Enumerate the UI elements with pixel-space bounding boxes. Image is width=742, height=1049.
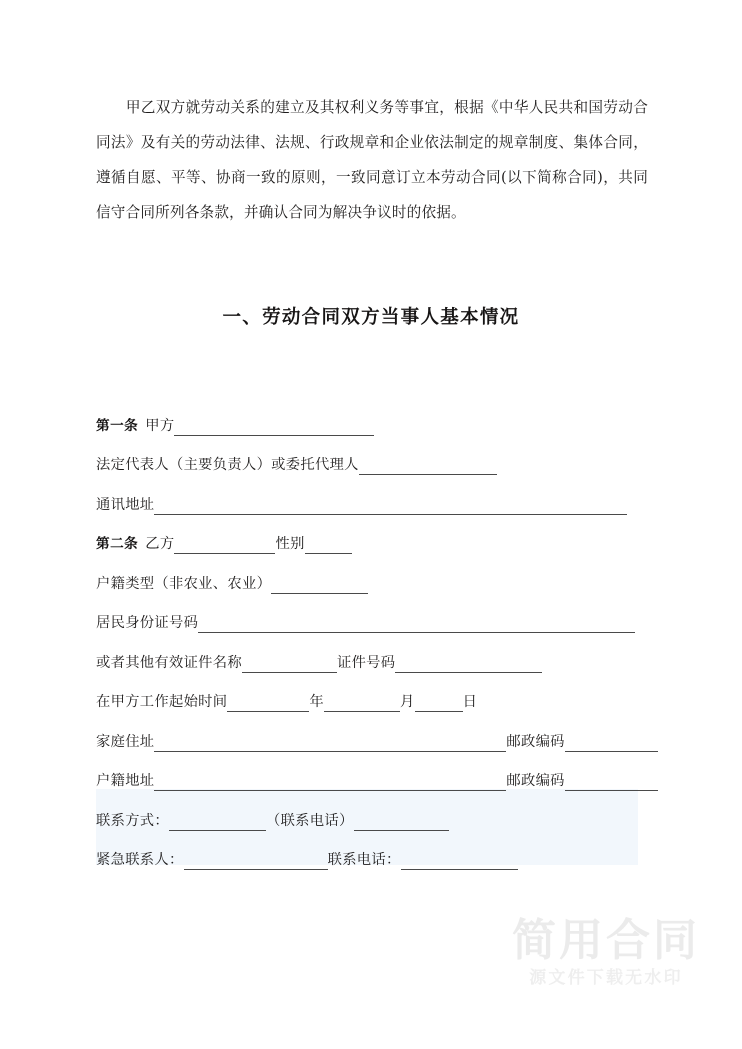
- fill-in-blank[interactable]: [395, 657, 542, 673]
- form-row-party-b: [96, 515, 656, 555]
- fill-in-blank[interactable]: [184, 854, 328, 870]
- fill-in-blank[interactable]: [169, 815, 266, 831]
- intro-paragraph-text: 甲乙双方就劳动关系的建立及其权利义务等事宜，根据《中华人民共和国劳动合同法》及有关的劳动法律、法规、行政规章和企业依法制定的规章制度、集体合同，遵循自愿、平等、协商一致的原则，一致同意订立本劳动合同(以下简称合同)，共同信守合同所列各条款，并确认合同为解决争议时的依据。: [96, 99, 648, 221]
- field-label: 联系电话：: [327, 852, 401, 868]
- fill-in-blank[interactable]: [154, 775, 506, 791]
- form-row-id-card-number: [96, 594, 656, 634]
- field-label: 紧急联系人：: [96, 852, 184, 868]
- field-label: 年: [309, 694, 324, 710]
- fill-in-blank[interactable]: [154, 499, 627, 515]
- field-label: 家庭住址: [96, 733, 155, 750]
- form-row-home-address: [96, 712, 656, 752]
- fill-in-blank[interactable]: [565, 775, 658, 791]
- fill-in-blank[interactable]: [227, 696, 309, 712]
- fill-in-blank[interactable]: [271, 578, 368, 594]
- field-label: 月: [399, 694, 415, 710]
- fill-in-blank[interactable]: [174, 538, 275, 554]
- form-row-other-certificate: [96, 633, 656, 673]
- field-label: 通讯地址: [96, 496, 155, 513]
- field-label: 邮政编码: [506, 773, 565, 789]
- watermark-main-text: 简用合同: [512, 914, 700, 966]
- fill-in-blank[interactable]: [359, 459, 497, 475]
- clause-label: 第二条: [96, 536, 139, 552]
- form-row-legal-representative: [96, 436, 656, 476]
- field-label: 或者其他有效证件名称: [96, 654, 242, 671]
- fill-in-blank[interactable]: [242, 657, 337, 673]
- form-row-household-address: [96, 752, 656, 792]
- form-row-party-a: [96, 396, 656, 436]
- form-rows: [96, 396, 656, 870]
- form-row-emergency-contact: [96, 831, 656, 871]
- page-title: 一、劳动合同双方当事人基本情况: [222, 307, 520, 328]
- field-label: （联系电话）: [265, 812, 354, 829]
- fill-in-blank[interactable]: [415, 696, 463, 712]
- field-label: 证件号码: [336, 654, 396, 671]
- form-row-contact-method: [96, 791, 656, 831]
- fill-in-blank[interactable]: [354, 815, 449, 831]
- fill-in-blank[interactable]: [565, 736, 658, 752]
- field-label: 日: [462, 694, 478, 710]
- fill-in-blank[interactable]: [401, 854, 518, 870]
- form-row-mailing-address: [96, 475, 656, 515]
- watermark-sub-text: 源文件下载无水印: [529, 968, 683, 989]
- field-label: 法定代表人（主要负责人）或委托代理人: [96, 457, 359, 473]
- fill-in-blank[interactable]: [174, 420, 374, 436]
- clause-label: 第一条: [96, 417, 139, 434]
- watermark: [512, 916, 700, 991]
- form-row-work-start-date: [96, 673, 656, 713]
- field-label: 户籍类型（非农业、农业）: [96, 575, 272, 592]
- field-label: 性别: [275, 536, 305, 552]
- field-label: 户籍地址: [96, 773, 155, 789]
- fill-in-blank[interactable]: [324, 696, 400, 712]
- intro-paragraph: [96, 90, 648, 230]
- field-label: 居民身份证号码: [96, 615, 199, 631]
- fill-in-blank[interactable]: [154, 736, 506, 752]
- field-label: 邮政编码: [506, 733, 565, 750]
- field-label: 在甲方工作起始时间: [96, 694, 228, 710]
- field-label: 甲方: [145, 417, 175, 434]
- fill-in-blank[interactable]: [305, 538, 352, 554]
- field-label: 乙方: [145, 536, 175, 552]
- form-row-household-type: [96, 554, 656, 594]
- field-label: 联系方式：: [96, 812, 169, 829]
- fill-in-blank[interactable]: [198, 617, 635, 633]
